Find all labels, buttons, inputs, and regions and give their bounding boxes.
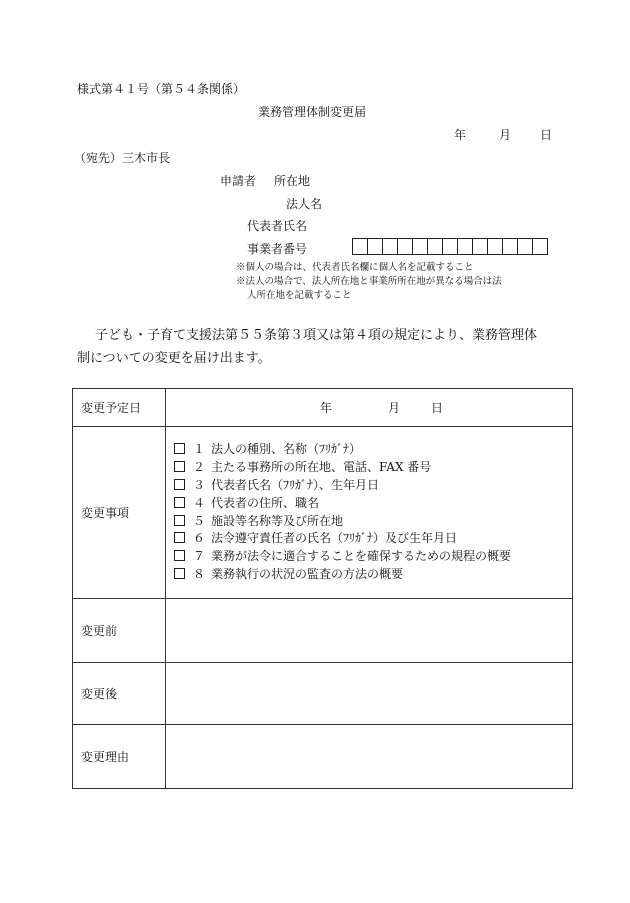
form-number: 様式第４１号（第５４条関係）	[77, 82, 246, 96]
checkbox[interactable]	[174, 515, 185, 526]
address-label: 所在地	[274, 174, 311, 188]
item-text: 代表者氏名（ﾌﾘｶﾞﾅ）、生年月日	[211, 477, 380, 492]
item-text: 法令遵守責任者の氏名（ﾌﾘｶﾞﾅ）及び生年月日	[211, 531, 458, 546]
change-item	[174, 441, 572, 459]
change-table	[72, 388, 573, 789]
item-number: ３	[193, 477, 206, 492]
business-number-cell[interactable]	[457, 238, 473, 255]
item-number: ７	[193, 549, 206, 564]
business-number-cell[interactable]	[382, 238, 398, 255]
item-text: 業務が法令に適合することを確保するための規程の概要	[211, 549, 512, 564]
change-item	[174, 566, 572, 584]
checkbox[interactable]	[174, 479, 185, 490]
corp-name-label: 法人名	[286, 197, 323, 211]
business-number-cells[interactable]	[353, 238, 548, 255]
change-item	[174, 513, 572, 531]
date-month-label: 月	[499, 128, 512, 142]
item-text: 代表者の住所、職名	[211, 495, 320, 510]
scheduled-year-label: 年	[319, 401, 332, 415]
date-year-label: 年	[454, 128, 467, 142]
representative-label: 代表者氏名	[247, 219, 308, 233]
checkbox[interactable]	[174, 550, 185, 561]
business-number-cell[interactable]	[412, 238, 428, 255]
business-number-cell[interactable]	[487, 238, 503, 255]
checkbox[interactable]	[174, 568, 185, 579]
before-label: 変更前	[73, 599, 166, 663]
checkbox[interactable]	[174, 461, 185, 472]
business-number-cell[interactable]	[502, 238, 518, 255]
scheduled-date-label: 変更予定日	[73, 389, 166, 427]
item-text: 法人の種別、名称（ﾌﾘｶﾞﾅ）	[211, 442, 362, 457]
note-corporation-cont: 人所在地を記載すること	[247, 290, 352, 301]
after-field[interactable]	[166, 663, 573, 725]
change-items-label: 変更事項	[73, 427, 166, 599]
scheduled-day-label: 日	[430, 401, 443, 415]
checkbox[interactable]	[174, 497, 185, 508]
scheduled-date-row	[73, 389, 573, 427]
change-item	[174, 530, 572, 548]
before-field[interactable]	[166, 599, 573, 663]
item-number: ２	[193, 460, 206, 475]
after-label: 変更後	[73, 663, 166, 725]
item-text: 施設等名称等及び所在地	[211, 513, 344, 528]
business-number-cell[interactable]	[472, 238, 488, 255]
change-item	[174, 495, 572, 513]
business-number-cell[interactable]	[532, 238, 548, 255]
date-day-label: 日	[540, 128, 553, 142]
item-number: ５	[193, 513, 206, 528]
business-number-cell[interactable]	[397, 238, 413, 255]
reason-row	[73, 725, 573, 789]
scheduled-month-label: 月	[387, 401, 400, 415]
statement-line-1: 子ども・子育て支援法第５５条第３項又は第４項の規定により、業務管理体	[95, 328, 538, 343]
change-item	[174, 477, 572, 495]
item-number: １	[193, 442, 206, 457]
note-corporation: ※法人の場合で、法人所在地と事業所所在地が異なる場合は法	[236, 276, 502, 287]
business-number-cell[interactable]	[367, 238, 383, 255]
applicant-prefix: 申請者	[220, 174, 257, 188]
item-text: 業務執行の状況の監査の方法の概要	[211, 566, 404, 581]
change-item	[174, 548, 572, 566]
reason-field[interactable]	[166, 725, 573, 789]
change-items-cell	[166, 427, 573, 599]
change-items-row	[73, 427, 573, 599]
change-item	[174, 459, 572, 477]
business-number-cell[interactable]	[442, 238, 458, 255]
business-number-cell[interactable]	[352, 238, 368, 255]
change-items-list	[166, 441, 572, 583]
scheduled-date-field[interactable]	[166, 389, 573, 427]
checkbox[interactable]	[174, 532, 185, 543]
item-number: ４	[193, 495, 206, 510]
item-text: 主たる事務所の所在地、電話、FAX 番号	[211, 460, 432, 475]
business-number-cell[interactable]	[517, 238, 533, 255]
after-row	[73, 663, 573, 725]
statement-line-2: 制についての変更を届け出ます。	[77, 351, 271, 366]
form-title: 業務管理体制変更届	[258, 105, 367, 119]
reason-label: 変更理由	[73, 725, 166, 789]
item-number: ８	[193, 566, 206, 581]
item-number: ６	[193, 531, 206, 546]
note-individual: ※個人の場合は、代表者氏名欄に個人名を記載すること	[236, 262, 474, 273]
business-number-cell[interactable]	[427, 238, 443, 255]
checkbox[interactable]	[174, 443, 185, 454]
addressee: （宛先）三木市長	[74, 151, 171, 165]
business-number-label: 事業者番号	[247, 242, 308, 256]
before-row	[73, 599, 573, 663]
